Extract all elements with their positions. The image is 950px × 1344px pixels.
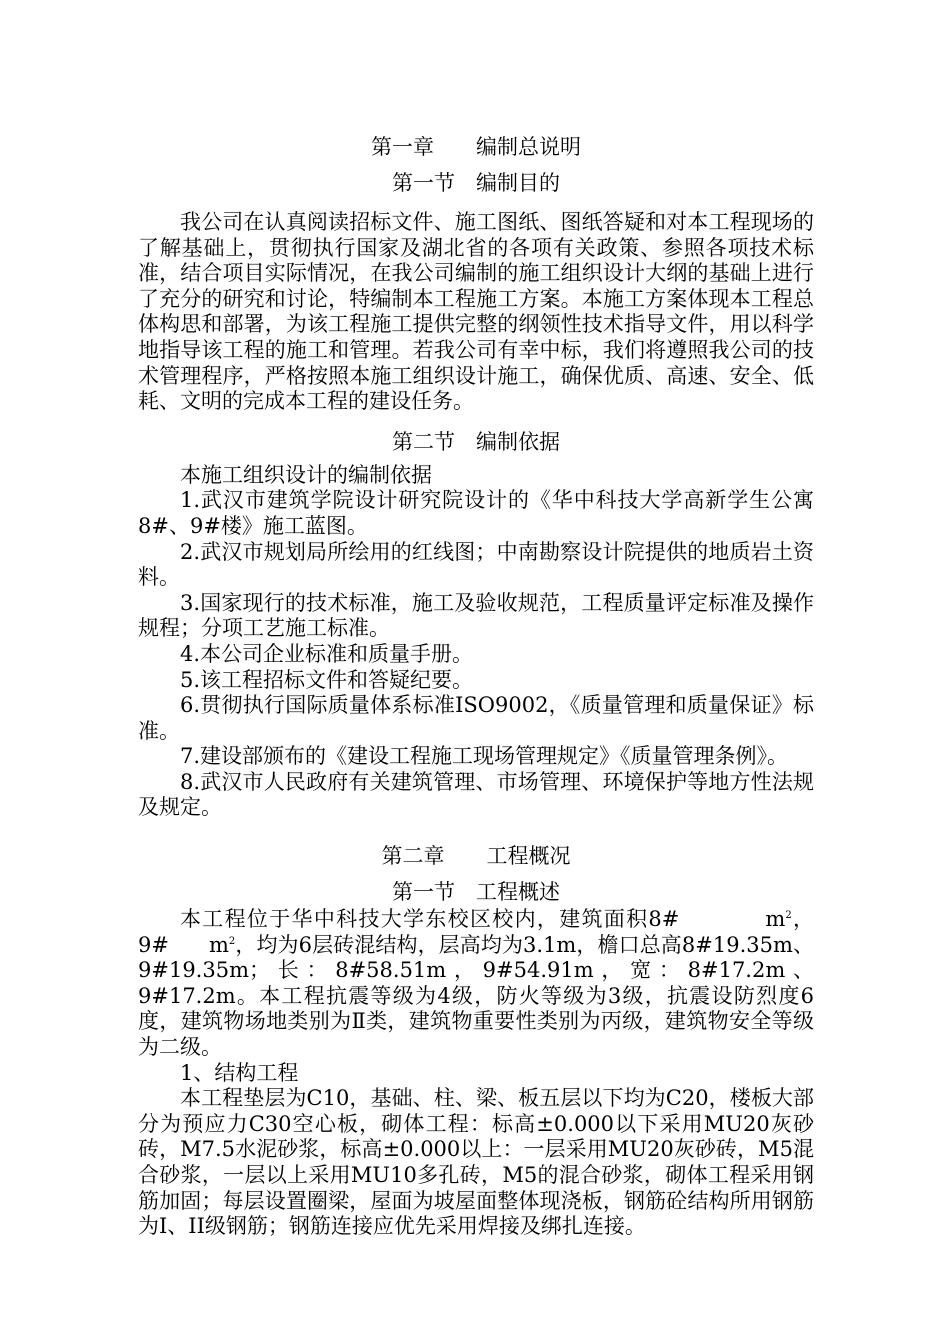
basis-intro: 本施工组织设计的编制依据 xyxy=(180,462,432,487)
overview-text-c: ，均为6层砖混结构，层高均为3.1m，檐口总高8#19.35m、9#19.35m；长：8#58.51m，9#54.91m，宽：8#17.2m、9#17.2m。本工程抗震等级为4级，防火等级为3级，抗震设防烈度6度，建筑物场地类别为Ⅱ类，建筑物重要性类别为丙级，建筑物安全等级为二级。 xyxy=(138,932,814,1060)
structure-heading: 1、结构工程 xyxy=(180,1060,299,1085)
basis-item: 2.武汉市规划局所绘用的红线图；中南勘察设计院提供的地质岩土资料。 xyxy=(138,539,814,590)
overview-paragraph xyxy=(138,907,814,1061)
chapter2-section1-title: 第一节 工程概述 xyxy=(392,880,560,905)
chapter1-section2-title: 第二节 编制依据 xyxy=(392,429,560,454)
basis-item: 7.建设部颁布的《建设工程施工现场管理规定》《质量管理条例》。 xyxy=(180,744,789,769)
basis-item: 6.贯彻执行国际质量体系标准ISO9002，《质量管理和质量保证》标准。 xyxy=(138,693,814,743)
area-unit: m xyxy=(765,907,786,932)
basis-item: 8.武汉市人民政府有关建筑管理、市场管理、环境保护等地方性法规及规定。 xyxy=(138,769,814,820)
chapter1-title: 第一章 编制总说明 xyxy=(371,135,581,159)
overview-text-a: 本工程位于华中科技大学东校区校内，建筑面积8# xyxy=(180,907,680,932)
area-unit: m xyxy=(208,932,229,957)
chapter1-section1-title: 第一节 编制目的 xyxy=(392,171,560,195)
basis-item: 3.国家现行的技术标准，施工及验收规范，工程质量评定标准及操作规程；分项工艺施工标准。 xyxy=(138,590,814,641)
chapter2-title: 第二章 工程概况 xyxy=(381,844,571,869)
basis-item: 5.该工程招标文件和答疑纪要。 xyxy=(180,667,474,692)
overview-text-b: ，9# xyxy=(138,907,814,957)
basis-item: 4.本公司企业标准和质量手册。 xyxy=(180,641,474,666)
document-page xyxy=(138,132,814,1240)
area-unit-sup: 2 xyxy=(785,910,792,922)
purpose-paragraph: 我公司在认真阅读招标文件、施工图纸、图纸答疑和对本工程现场的了解基础上，贯彻执行国家及湖北省的各项有关政策、参照各项技术标准，结合项目实际情况，在我公司编制的施工组织设计大纲的基础上进行了充分的研究和讨论，特编制本工程施工方案。本施工方案体现本工程总体构思和部署，为该工程施工提供完整的纲领性技术指导文件，用以科学地指导该工程的施工和管理。若我公司有幸中标，我们将遵照我公司的技术管理程序，严格按照本施工组织设计施工，确保优质、高速、安全、低耗、文明的完成本工程的建设任务。 xyxy=(138,210,814,414)
basis-item: 1.武汉市建筑学院设计研究院设计的《华中科技大学高新学生公寓8#、9#楼》施工蓝图。 xyxy=(138,488,814,538)
structure-paragraph: 本工程垫层为C10，基础、柱、梁、板五层以下均为C20，楼板大部分为预应力C30空心板，砌体工程：标高±0.000以下采用MU20灰砂砖，M7.5水泥砂浆，标高±0.000以上：一层采用MU20灰砂砖，M5混合砂浆，一层以上采用MU10多孔砖，M5的混合砂浆，砌体工程采用钢筋加固；每层设置圈梁，屋面为坡屋面整体现浇板，钢筋砼结构所用钢筋为I、II级钢筋；钢筋连接应优先采用焊接及绑扎连接。 xyxy=(138,1086,814,1239)
area-unit-sup: 2 xyxy=(228,935,236,947)
